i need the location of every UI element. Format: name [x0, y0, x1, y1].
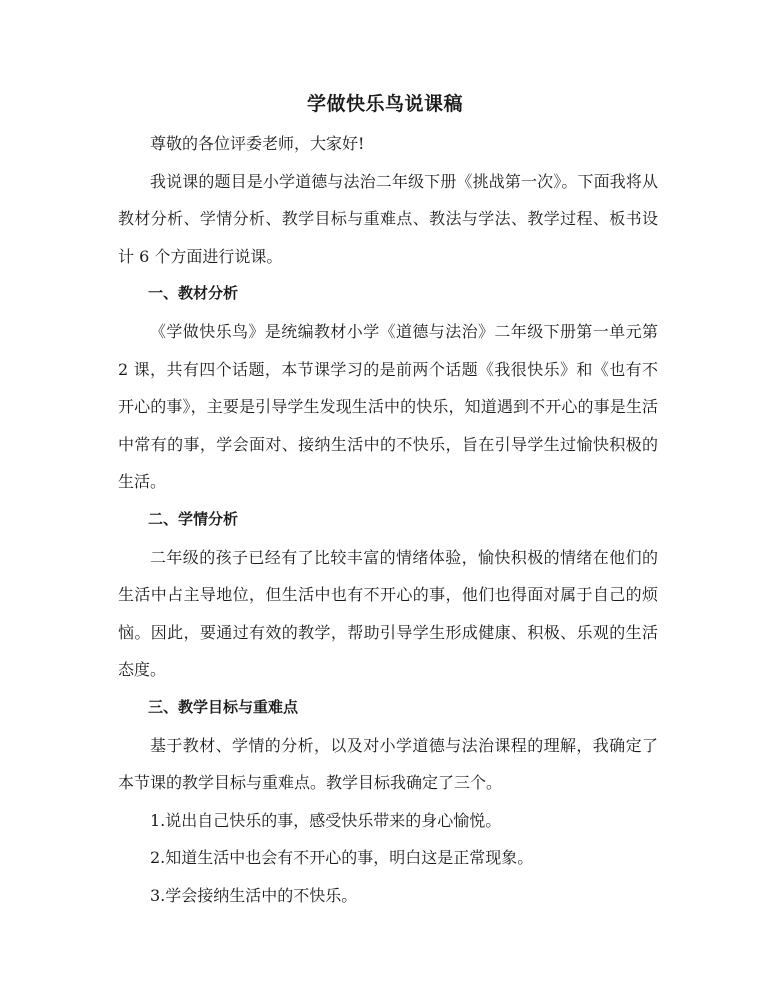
goal-item: 1.说出自己快乐的事，感受快乐带来的身心愉悦。 [150, 810, 502, 830]
student-analysis-paragraph: 二年级的孩子已经有了比较丰富的情绪体验，愉快积极的情绪在他们的生活中占主导地位，但生活中也有不开心的事，他们也得面对属于自己的烦恼。因此，要通过有效的教学，帮助引导学生形成健康、积极、乐观的生活态度。 [118, 547, 658, 680]
greeting-paragraph: 尊敬的各位评委老师，大家好! [150, 134, 365, 153]
goal-item: 2.知道生活中也会有不开心的事，明白这是正常现象。 [150, 848, 534, 868]
textbook-analysis-paragraph: 《学做快乐鸟》是统编教材小学《道德与法治》二年级下册第一单元第 2 课，共有四个话题，本节课学习的是前两个话题《我很快乐》和《也有不开心的事》，主要是引导学生发现生活中的快乐，知道遇到不开心的事是生活中常有的事，学会面对、接纳生活中的不快乐，旨在引导学生过愉快积极的生活。 [118, 321, 658, 492]
document-body [118, 125, 658, 914]
section-heading-student-analysis: 二、学情分析 [148, 509, 239, 528]
document-title: 学做快乐鸟说课稿 [306, 93, 463, 115]
section-heading-textbook-analysis: 一、教材分析 [148, 284, 239, 303]
section-heading-goals: 三、教学目标与重难点 [148, 697, 299, 716]
intro-paragraph: 我说课的题目是小学道德与法治二年级下册《挑战第一次》。下面我将从教材分析、学情分析、教学目标与重难点、教法与学法、教学过程、板书设计 6 个方面进行说课。 [118, 171, 658, 266]
goal-item: 3.学会接纳生活中的不快乐。 [150, 885, 358, 905]
goals-intro-paragraph: 基于教材、学情的分析，以及对小学道德与法治课程的理解，我确定了本节课的教学目标与重难点。教学目标我确定了三个。 [118, 735, 658, 793]
